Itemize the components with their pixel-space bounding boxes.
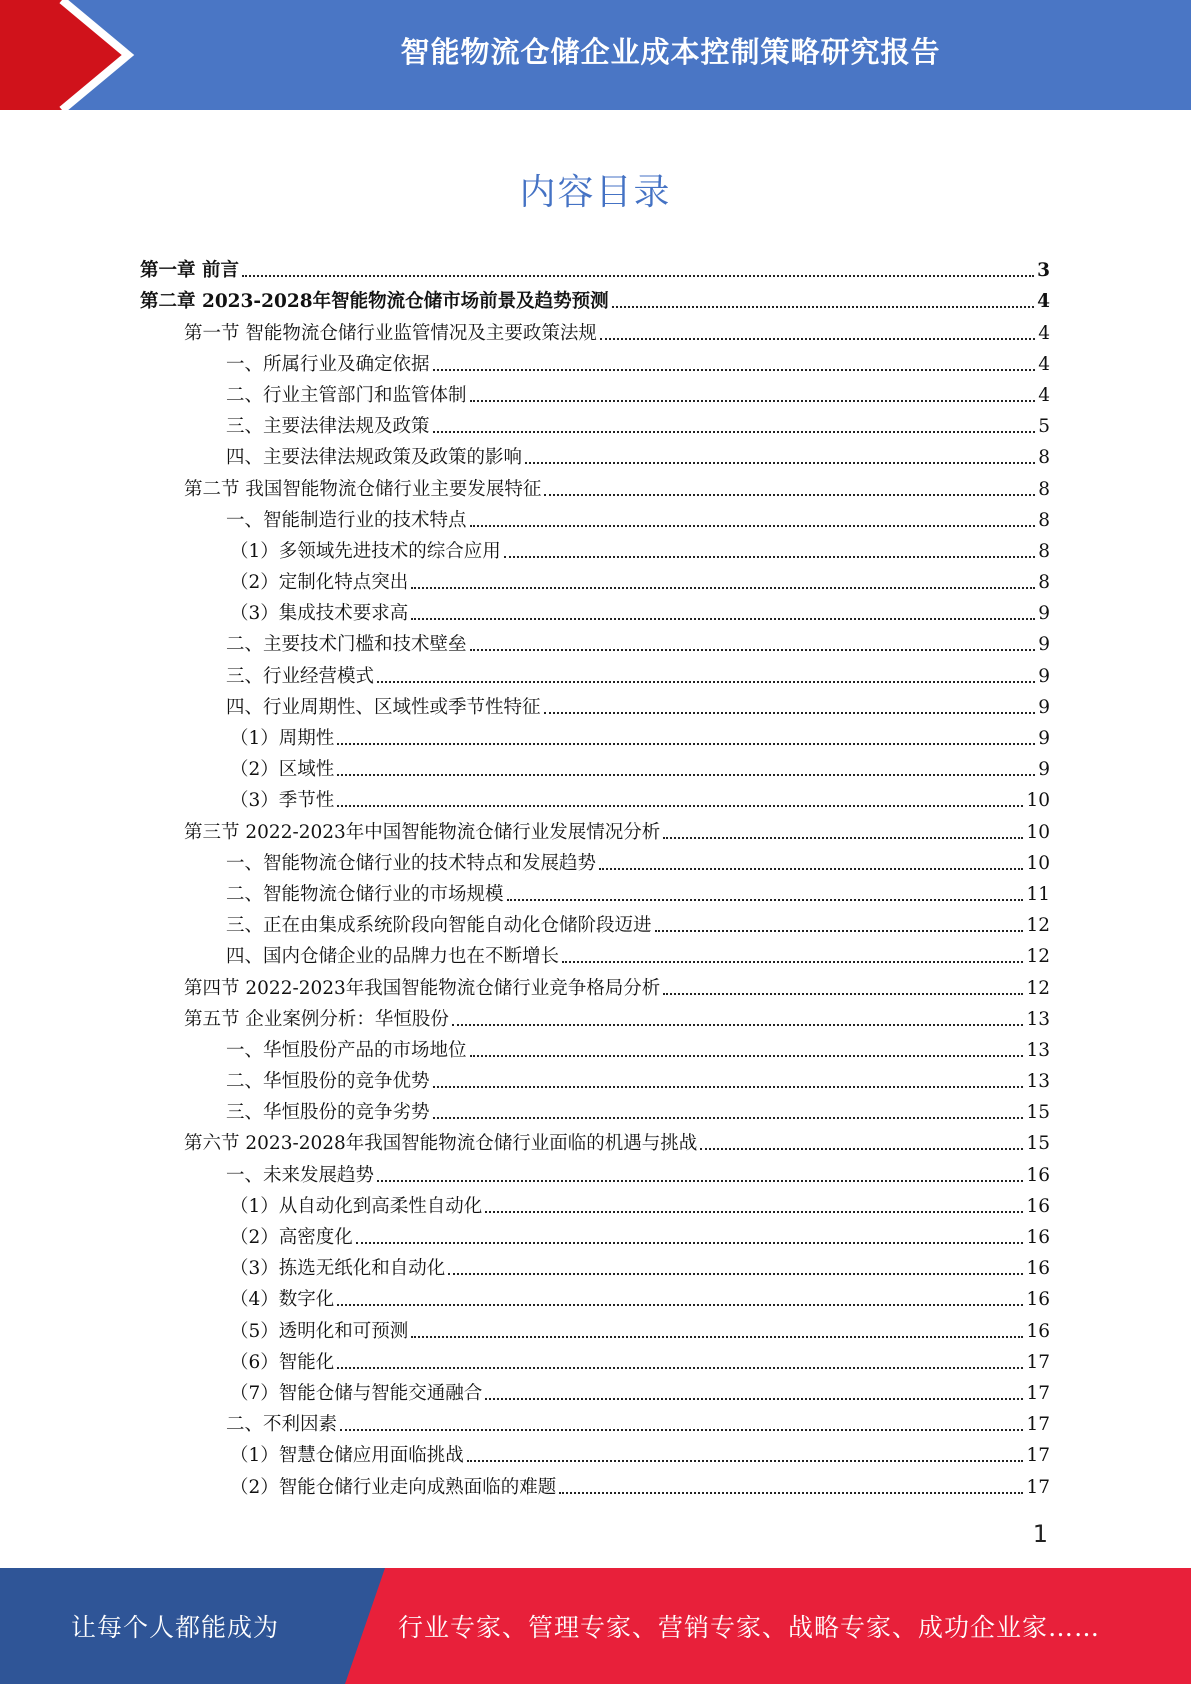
- toc-leader-dots: [411, 618, 1035, 620]
- toc-entry-page: 8: [1038, 478, 1050, 500]
- toc-entry-page: 9: [1038, 759, 1050, 781]
- toc-entry[interactable]: [140, 1376, 1050, 1407]
- toc-entry[interactable]: [140, 534, 1050, 565]
- chevron-arrow-icon: [0, 0, 160, 110]
- toc-entry[interactable]: [140, 471, 1050, 502]
- toc-entry-label: （3）集成技术要求高: [230, 603, 409, 625]
- toc-entry-page: 3: [1037, 260, 1050, 282]
- toc-entry[interactable]: [140, 970, 1050, 1001]
- toc-entry-label: 一、智能物流仓储行业的技术特点和发展趋势: [226, 852, 597, 874]
- toc-entry-page: 17: [1026, 1476, 1050, 1498]
- toc-entry-page: 10: [1026, 821, 1050, 843]
- toc-entry-label: （6）智能化: [230, 1351, 335, 1373]
- toc-entry[interactable]: [140, 1251, 1050, 1282]
- toc-entry[interactable]: [140, 1095, 1050, 1126]
- toc-leader-dots: [411, 1336, 1023, 1338]
- toc-entry[interactable]: [140, 1438, 1050, 1469]
- toc-entry-label: 二、主要技术门槛和技术壁垒: [226, 634, 467, 656]
- toc-leader-dots: [433, 1117, 1024, 1119]
- toc-entry-page: 4: [1038, 353, 1050, 375]
- toc-entry-page: 12: [1026, 915, 1050, 937]
- toc-entry-label: 一、未来发展趋势: [226, 1164, 375, 1186]
- toc-heading: 内容目录: [519, 172, 672, 213]
- toc-leader-dots: [467, 1460, 1024, 1462]
- toc-entry-page: 9: [1038, 603, 1050, 625]
- toc-entry-label: （5）透明化和可预测: [230, 1320, 409, 1342]
- toc-leader-dots: [377, 681, 1035, 683]
- toc-entry-label: 第六节 2023-2028年我国智能物流仓储行业面临的机遇与挑战: [184, 1133, 698, 1155]
- toc-entry[interactable]: [140, 1033, 1050, 1064]
- toc-entry-label: 三、主要法律法规及政策: [226, 416, 430, 438]
- toc-leader-dots: [612, 306, 1035, 308]
- toc-entry-page: 16: [1026, 1320, 1050, 1342]
- toc-entry-page: 16: [1026, 1289, 1050, 1311]
- toc-entry-page: 4: [1037, 291, 1050, 313]
- toc-entry-label: （1）多领域先进技术的综合应用: [230, 540, 501, 562]
- toc-leader-dots: [470, 525, 1036, 527]
- toc-entry[interactable]: [140, 752, 1050, 783]
- toc-entry-label: （4）数字化: [230, 1289, 335, 1311]
- toc-entry-page: 9: [1038, 634, 1050, 656]
- toc-entry-label: （2）区域性: [230, 759, 335, 781]
- toc-entry[interactable]: [140, 378, 1050, 409]
- toc-entry-page: 9: [1038, 696, 1050, 718]
- toc-leader-dots: [356, 1242, 1024, 1244]
- toc-leader-dots: [562, 961, 1023, 963]
- toc-entry-label: 二、行业主管部门和监管体制: [226, 384, 467, 406]
- toc-entry-page: 12: [1026, 977, 1050, 999]
- toc-entry-page: 16: [1026, 1195, 1050, 1217]
- toc-entry-page: 8: [1038, 509, 1050, 531]
- toc-entry-page: 15: [1026, 1102, 1050, 1124]
- toc-entry[interactable]: [140, 284, 1050, 315]
- footer-band: [0, 1568, 1191, 1684]
- toc-entry-page: 13: [1026, 1071, 1050, 1093]
- toc-leader-dots: [544, 494, 1035, 496]
- toc-entry-page: 10: [1026, 790, 1050, 812]
- toc-leader-dots: [448, 1273, 1023, 1275]
- toc-entry[interactable]: [140, 565, 1050, 596]
- page-number: 1: [1032, 1520, 1048, 1548]
- toc-entry-label: 四、主要法律法规政策及政策的影响: [226, 447, 523, 469]
- toc-leader-dots: [337, 805, 1023, 807]
- toc-entry[interactable]: [140, 347, 1050, 378]
- toc-entry-page: 5: [1038, 416, 1050, 438]
- toc-entry[interactable]: [140, 1469, 1050, 1500]
- toc-entry-page: 16: [1026, 1164, 1050, 1186]
- toc-leader-dots: [507, 899, 1024, 901]
- toc-leader-dots: [433, 369, 1036, 371]
- toc-entry-label: （2）定制化特点突出: [230, 572, 409, 594]
- toc-entry-label: （1）智慧仓储应用面临挑战: [230, 1445, 464, 1467]
- toc-leader-dots: [470, 1055, 1024, 1057]
- toc-entry[interactable]: [140, 939, 1050, 970]
- toc-entry-label: 三、行业经营模式: [226, 665, 375, 687]
- toc-leader-dots: [470, 400, 1036, 402]
- toc-entry-page: 4: [1038, 384, 1050, 406]
- toc-leader-dots: [663, 837, 1023, 839]
- toc-entry-label: 第二节 我国智能物流仓储行业主要发展特征: [184, 478, 542, 500]
- toc-entry-label: 第三节 2022-2023年中国智能物流仓储行业发展情况分析: [184, 821, 661, 843]
- toc-leader-dots: [337, 774, 1035, 776]
- toc-entry[interactable]: [140, 1064, 1050, 1095]
- toc-entry-label: （3）拣选无纸化和自动化: [230, 1258, 446, 1280]
- toc-entry[interactable]: [140, 1157, 1050, 1188]
- toc-entry-page: 8: [1038, 447, 1050, 469]
- toc-entry[interactable]: [140, 658, 1050, 689]
- toc-leader-dots: [242, 275, 1034, 277]
- toc-entry-label: 二、华恒股份的竞争优势: [226, 1071, 430, 1093]
- toc-entry[interactable]: [140, 1126, 1050, 1157]
- toc-leader-dots: [663, 993, 1023, 995]
- toc-entry-page: 12: [1026, 946, 1050, 968]
- toc-entry[interactable]: [140, 783, 1050, 814]
- toc-entry-page: 4: [1038, 322, 1050, 344]
- toc-entry-page: 17: [1026, 1351, 1050, 1373]
- toc-entry-page: 16: [1026, 1227, 1050, 1248]
- toc-leader-dots: [525, 462, 1035, 464]
- toc-entry[interactable]: [140, 1220, 1050, 1251]
- toc-leader-dots: [700, 1148, 1023, 1150]
- toc-entry-page: 16: [1026, 1258, 1050, 1280]
- toc-entry[interactable]: [140, 1002, 1050, 1033]
- toc-entry[interactable]: [140, 690, 1050, 721]
- header-band: [0, 0, 1191, 110]
- toc-entry-label: 第二章 2023-2028年智能物流仓储市场前景及趋势预测: [140, 291, 609, 313]
- toc-entry-label: 四、行业周期性、区域性或季节性特征: [226, 696, 541, 718]
- toc-entry[interactable]: [140, 1313, 1050, 1344]
- toc-entry-page: 13: [1026, 1039, 1050, 1061]
- toc-entry-label: （1）从自动化到高柔性自动化: [230, 1195, 483, 1217]
- toc-leader-dots: [340, 1429, 1023, 1431]
- toc-entry[interactable]: [140, 1407, 1050, 1438]
- report-title: 智能物流仓储企业成本控制策略研究报告: [400, 34, 941, 69]
- toc-entry-page: 17: [1026, 1445, 1050, 1467]
- toc-entry-label: 二、智能物流仓储行业的市场规模: [226, 883, 504, 905]
- toc-entry-page: 13: [1026, 1008, 1050, 1030]
- toc-leader-dots: [559, 1492, 1023, 1494]
- toc-entry[interactable]: [140, 409, 1050, 440]
- toc-entry-label: 第一节 智能物流仓储行业监管情况及主要政策法规: [184, 322, 597, 344]
- toc-entry-label: 四、国内仓储企业的品牌力也在不断增长: [226, 946, 560, 968]
- toc-entry[interactable]: [140, 814, 1050, 845]
- toc-entry-label: 第五节 企业案例分析：华恒股份: [184, 1008, 449, 1030]
- toc-entry-page: 17: [1026, 1414, 1050, 1436]
- toc-entry[interactable]: [140, 627, 1050, 658]
- toc-entry-label: 一、华恒股份产品的市场地位: [226, 1039, 467, 1061]
- toc-entry-page: 15: [1026, 1133, 1050, 1155]
- toc-leader-dots: [411, 587, 1035, 589]
- toc-leader-dots: [337, 1304, 1023, 1306]
- toc-entry[interactable]: [140, 721, 1050, 752]
- toc-entry[interactable]: [140, 315, 1050, 346]
- toc-leader-dots: [337, 743, 1035, 745]
- toc-entry[interactable]: [140, 503, 1050, 534]
- toc-leader-dots: [485, 1211, 1023, 1213]
- toc-entry[interactable]: [140, 846, 1050, 877]
- toc-entry[interactable]: [140, 253, 1050, 284]
- toc-entry[interactable]: [140, 440, 1050, 471]
- toc-entry-page: 8: [1038, 540, 1050, 562]
- toc-leader-dots: [433, 1086, 1024, 1088]
- toc-leader-dots: [600, 338, 1035, 340]
- toc-entry[interactable]: [140, 908, 1050, 939]
- toc-entry-page: 10: [1026, 852, 1050, 874]
- toc-leader-dots: [452, 1024, 1024, 1026]
- toc-leader-dots: [433, 431, 1036, 433]
- toc-entry[interactable]: [140, 1189, 1050, 1220]
- toc-entry-page: 17: [1026, 1382, 1050, 1404]
- toc-entry-label: 一、所属行业及确定依据: [226, 353, 430, 375]
- toc-entry-label: （2）高密度化: [230, 1227, 353, 1248]
- toc-leader-dots: [655, 930, 1024, 932]
- toc-entry[interactable]: [140, 1282, 1050, 1313]
- toc-entry-label: （2）智能仓储行业走向成熟面临的难题: [230, 1476, 557, 1498]
- toc-entry-label: 三、华恒股份的竞争劣势: [226, 1102, 430, 1124]
- footer-slogan-right: 行业专家、管理专家、营销专家、战略专家、成功企业家……: [398, 1613, 1101, 1642]
- toc-entry-label: 第四节 2022-2023年我国智能物流仓储行业竞争格局分析: [184, 977, 661, 999]
- toc-leader-dots: [485, 1398, 1023, 1400]
- toc-entry-label: 第一章 前言: [140, 260, 239, 282]
- toc-leader-dots: [470, 649, 1036, 651]
- toc-entry-label: 三、正在由集成系统阶段向智能自动化仓储阶段迈进: [226, 915, 652, 937]
- toc-leader-dots: [377, 1180, 1023, 1182]
- toc-entry-page: 8: [1038, 572, 1050, 594]
- toc-leader-dots: [544, 712, 1036, 714]
- footer-slogan-left: 让每个人都能成为: [70, 1613, 279, 1642]
- toc-entry-label: 二、不利因素: [226, 1414, 338, 1436]
- toc-leader-dots: [504, 556, 1035, 558]
- toc-entry[interactable]: [140, 596, 1050, 627]
- toc-entry-page: 9: [1038, 665, 1050, 687]
- toc-entry[interactable]: [140, 877, 1050, 908]
- toc-entry-page: 11: [1026, 883, 1050, 905]
- table-of-contents: [140, 253, 1050, 1501]
- toc-entry-page: 9: [1038, 728, 1050, 749]
- toc-leader-dots: [599, 868, 1023, 870]
- toc-entry-label: （1）周期性: [230, 728, 335, 749]
- toc-entry-label: （7）智能仓储与智能交通融合: [230, 1382, 483, 1404]
- toc-leader-dots: [337, 1367, 1023, 1369]
- toc-entry[interactable]: [140, 1345, 1050, 1376]
- toc-entry-label: （3）季节性: [230, 790, 335, 812]
- toc-entry-label: 一、智能制造行业的技术特点: [226, 509, 467, 531]
